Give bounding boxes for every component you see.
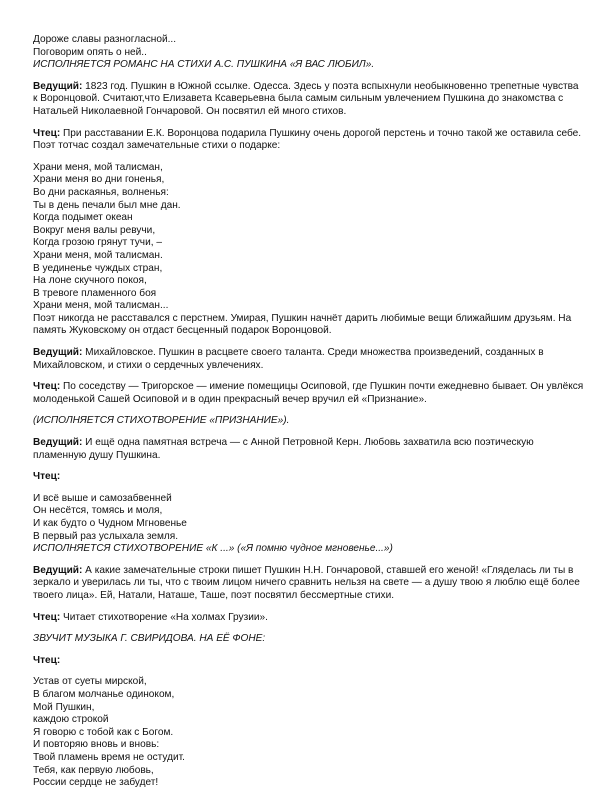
stage-direction-confession: (ИСПОЛНЯЕТСЯ СТИХОТВОРЕНИЕ «ПРИЗНАНИЕ»). — [33, 415, 290, 427]
poem-line: И всё выше и самозабвенней — [33, 492, 172, 504]
poem-line: В уединенье чуждых стран, — [33, 262, 163, 274]
poem-line: Храни меня, мой талисман... — [33, 300, 169, 312]
poem-line: Храни меня, мой талисман. — [33, 249, 163, 261]
paragraph-text: При расставании Е.К. Воронцова подарила Пушкину очень дорогой перстень и точно такой же оставила себе. Поэт тотчас создал замечательные стихи о подарке: — [33, 127, 582, 152]
reader-label: Чтец: — [33, 654, 61, 666]
final-poem — [33, 676, 585, 789]
reader-label: Чтец: — [33, 471, 61, 483]
speaker-label: Чтец: — [33, 611, 61, 623]
poem-line: Во дни раскаянья, волненья: — [33, 186, 169, 198]
poem-line: Вокруг меня валы ревучи, — [33, 224, 156, 236]
poem-line: Ты в день печали был мне дан. — [33, 199, 181, 211]
poem-line: Когда подымет океан — [33, 212, 133, 224]
speaker-label: Чтец: — [33, 381, 61, 393]
kern-poem — [33, 493, 585, 543]
talisman-poem — [33, 162, 585, 313]
poem-line: Храни меня во дни гоненья, — [33, 174, 165, 186]
poem-line: В первый раз услыхала земля. — [33, 530, 179, 542]
stage-direction-romance: ИСПОЛНЯЕТСЯ РОМАНС НА СТИХИ А.С. ПУШКИНА «Я ВАС ЛЮБИЛ». — [33, 59, 375, 71]
poem-line: Я говорю с тобой как с Богом. — [33, 726, 174, 738]
poem-line: России сердце не забудет! — [33, 777, 159, 789]
host-paragraph-kern — [33, 437, 585, 462]
paragraph-text: И ещё одна памятная встреча — с Анной Петровной Керн. Любовь захватила всю поэтическую пламенную душу Пушкина. — [33, 437, 534, 461]
host-paragraph-mikhailovskoe — [33, 347, 585, 372]
paragraph-text: Читает стихотворение «На холмах Грузии». — [63, 611, 268, 623]
reader-paragraph-ring — [33, 128, 585, 153]
poem-line: Мой Пушкин, — [33, 701, 95, 713]
poem-line: Тебя, как первую любовь, — [33, 764, 154, 776]
poem-line: Храни меня, мой талисман, — [33, 161, 163, 173]
paragraph-text: 1823 год. Пушкин в Южной ссылке. Одесса. Здесь у поэта вспыхнули необыкновенно трепетные чувства к Воронцовой. Считают,что Елизавета Ксаверьевна была самым сильным увлечением Пушкина до знакомства с Натальей Николаевной Гончаровой. Он посвятил ей много стихов. — [33, 80, 579, 117]
stage-direction-music: ЗВУЧИТ МУЗЫКА Г. СВИРИДОВА. НА ЕЁ ФОНЕ: — [33, 633, 266, 645]
paragraph-text: А какие замечательные строки пишет Пушкин Н.Н. Гончаровой, ставшей его женой! «Гляделась ли ты в зеркало и уверилась ли ты, что с твоим лицом ничего сравнить нельзя на свете — а душу твою я люблю ещё более твоего лица». Ей, Натали, Наташе, Таше, поэт посвятил бессмертные стихи. — [33, 564, 580, 601]
poem-line: В благом молчанье одиноком, — [33, 688, 175, 700]
paragraph-after-talisman: Поэт никогда не расставался с перстнем. Умирая, Пушкин начнёт дарить любимые вещи ближайшим друзьям. На память Жуковскому он отдаст бесценный подарок Воронцовой. — [33, 312, 572, 337]
speaker-label: Ведущий: — [33, 80, 83, 92]
host-paragraph-goncharova — [33, 565, 585, 603]
poem-line: Он несётся, томясь и моля, — [33, 505, 163, 517]
speaker-label: Ведущий: — [33, 437, 83, 449]
host-paragraph-odessa — [33, 81, 585, 119]
speaker-label: Чтец: — [33, 127, 61, 139]
poem-line: В тревоге пламенного боя — [33, 287, 157, 299]
paragraph-text: Михайловское. Пушкин в расцвете своего таланта. Среди множества произведений, созданных в Михайловском, и стихи о сердечных увлечениях. — [33, 347, 544, 371]
reader-paragraph-trigorskoe — [33, 381, 585, 406]
poem-line: Устав от суеты мирской, — [33, 676, 147, 688]
poem-line: На лоне скучного покоя, — [33, 275, 147, 287]
paragraph-text: По соседству — Тригорское — имение помещицы Осиповой, где Пушкин почти ежедневно бывает. Он увлёкся молоденькой Сашей Осиповой и в один прекрасный вечер вручил ей «Признание». — [33, 381, 584, 405]
speaker-label: Ведущий: — [33, 564, 83, 576]
poem-line: И как будто о Чудном Мгновенье — [33, 518, 187, 529]
poem-line: Твой пламень время не остудит. — [33, 751, 185, 763]
stage-direction-kern: ИСПОЛНЯЕТСЯ СТИХОТВОРЕНИЕ «К ...» («Я помню чудное мгновенье...») — [33, 543, 393, 555]
verse-line: Поговорим опять о ней.. — [33, 46, 147, 58]
speaker-label: Ведущий: — [33, 347, 83, 359]
poem-line: Когда грозою грянут тучи, – — [33, 237, 162, 249]
intro-verse — [33, 34, 585, 59]
verse-line: Дороже славы разногласной... — [33, 34, 176, 45]
reader-paragraph-georgia — [33, 612, 585, 625]
poem-line: И повторяю вновь и вновь: — [33, 739, 160, 751]
poem-line: каждою строкой — [33, 714, 109, 726]
document-page — [33, 34, 585, 790]
